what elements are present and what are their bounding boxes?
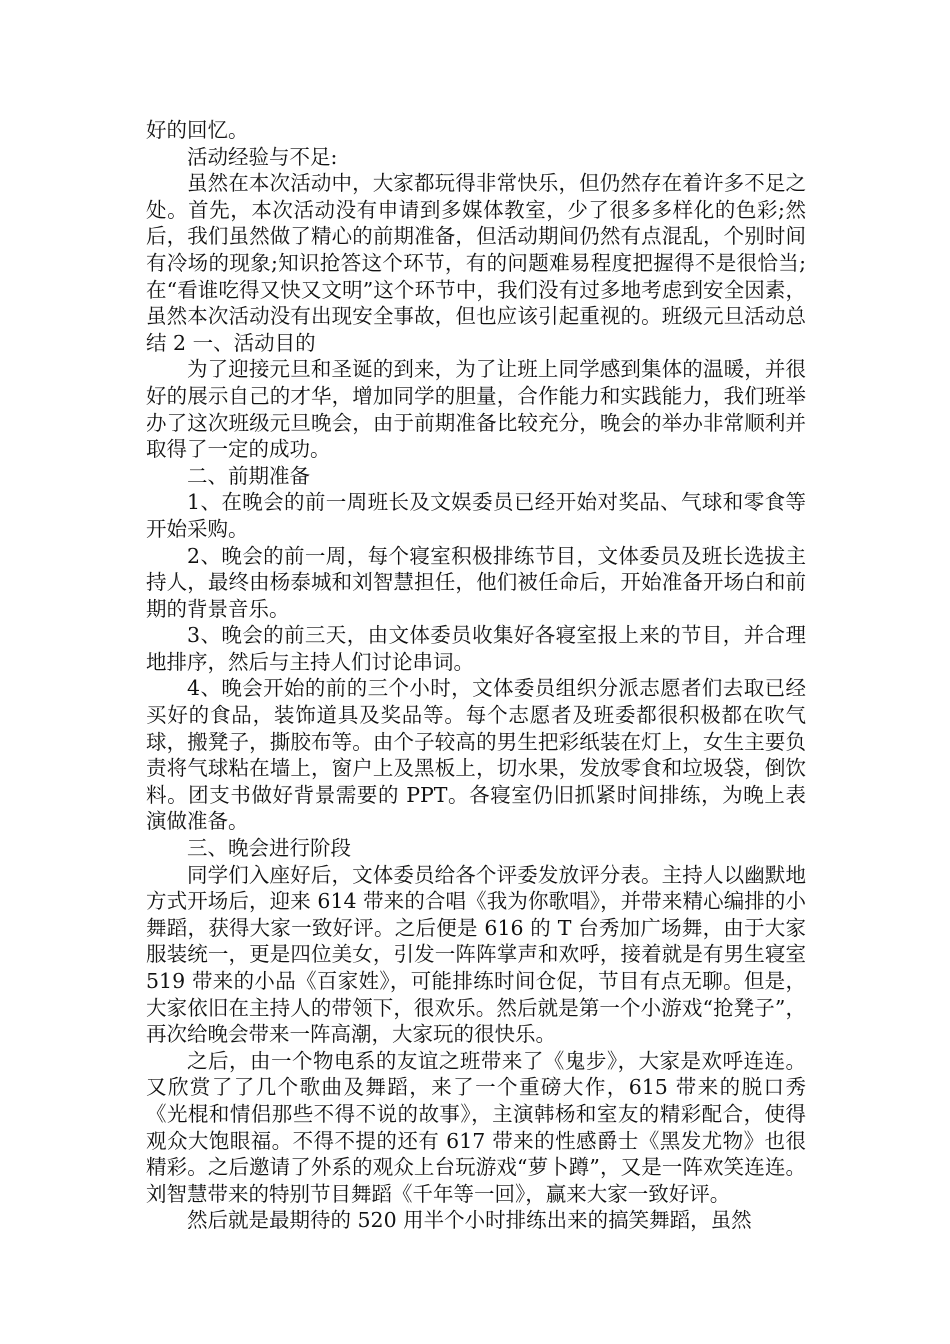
paragraph: 3、晚会的前三天，由文体委员收集好各寝室报上来的节目，并合理地排序，然后与主持人们讨论串词。 — [146, 623, 806, 674]
paragraph: 之后，由一个物电系的友谊之班带来了《鬼步》，大家是欢呼连连。又欣赏了了几个歌曲及舞蹈，来了一个重磅大作，615 带来的脱口秀《光棍和情侣那些不得不说的故事》，主演韩杨和室友的精彩配合，使得观众大饱眼福。不得不提的还有 617 带来的性感爵士《黑发尤物》也很精彩。之后邀请了外系的观众上台玩游戏“萝卜蹲”，又是一阵欢笑连连。刘智慧带来的特别节目舞蹈《千年等一回》，赢来大家一致好评。 — [146, 1048, 806, 1206]
paragraph: 同学们入座好后，文体委员给各个评委发放评分表。主持人以幽默地方式开场后，迎来 614 带来的合唱《我为你歌唱》，并带来精心编排的小舞蹈，获得大家一致好评。之后便是 616 的 T 台秀加广场舞，由于大家服装统一，更是四位美女，引发一阵阵掌声和欢呼，接着就是有男生寝室 519 带来的小品《百家姓》，可能排练时间仓促，节目有点无聊。但是，大家依旧在主持人的带领下，很欢乐。然后就是第一个小游戏“抢凳子”，再次给晚会带来一阵高潮，大家玩的很快乐。 — [146, 862, 813, 1047]
paragraph: 1、在晚会的前一周班长及文娱委员已经开始对奖品、气球和零食等开始采购。 — [146, 490, 806, 541]
paragraph: 为了迎接元旦和圣诞的到来，为了让班上同学感到集体的温暖，并很好的展示自己的才华，增加同学的胆量，合作能力和实践能力，我们班举办了这次班级元旦晚会，由于前期准备比较充分，晚会的举办非常顺利并取得了一定的成功。 — [146, 357, 806, 462]
paragraph: 然后就是最期待的 520 用半个小时排练出来的搞笑舞蹈，虽然 — [187, 1208, 752, 1233]
paragraph: 2、晚会的前一周，每个寝室积极排练节目，文体委员及班长选拔主持人，最终由杨泰城和刘智慧担任，他们被任命后，开始准备开场白和前期的背景音乐。 — [146, 543, 806, 621]
section-heading: 二、前期准备 — [187, 463, 310, 488]
paragraph: 虽然在本次活动中，大家都玩得非常快乐，但仍然存在着许多不足之处。首先，本次活动没有申请到多媒体教室，少了很多多样化的色彩;然后，我们虽然做了精心的前期准备，但活动期间仍然有点混乱，个别时间有冷场的现象;知识抢答这个环节，有的问题难易程度把握得不是很恰当;在“看谁吃得又快又文明”这个环节中，我们没有过多地考虑到安全因素，虽然本次活动没有出现安全事故，但也应该引起重视的。班级元旦活动总结 2 一、活动目的 — [146, 171, 806, 355]
paragraph: 活动经验与不足: — [187, 144, 338, 169]
document-body — [146, 117, 813, 1234]
paragraph: 4、晚会开始的前的三个小时，文体委员组织分派志愿者们去取已经买好的食品，装饰道具及奖品等。每个志愿者及班委都很积极都在吹气球，搬凳子，撕胶布等。由个子较高的男生把彩纸装在灯上，女生主要负责将气球粘在墙上，窗户上及黑板上，切水果，发放零食和垃圾袋，倒饮料。团支书做好背景需要的 PPT。各寝室仍旧抓紧时间排练，为晚上表演做准备。 — [146, 676, 806, 834]
paragraph: 好的回忆。 — [146, 118, 249, 142]
section-heading: 三、晚会进行阶段 — [187, 836, 351, 861]
